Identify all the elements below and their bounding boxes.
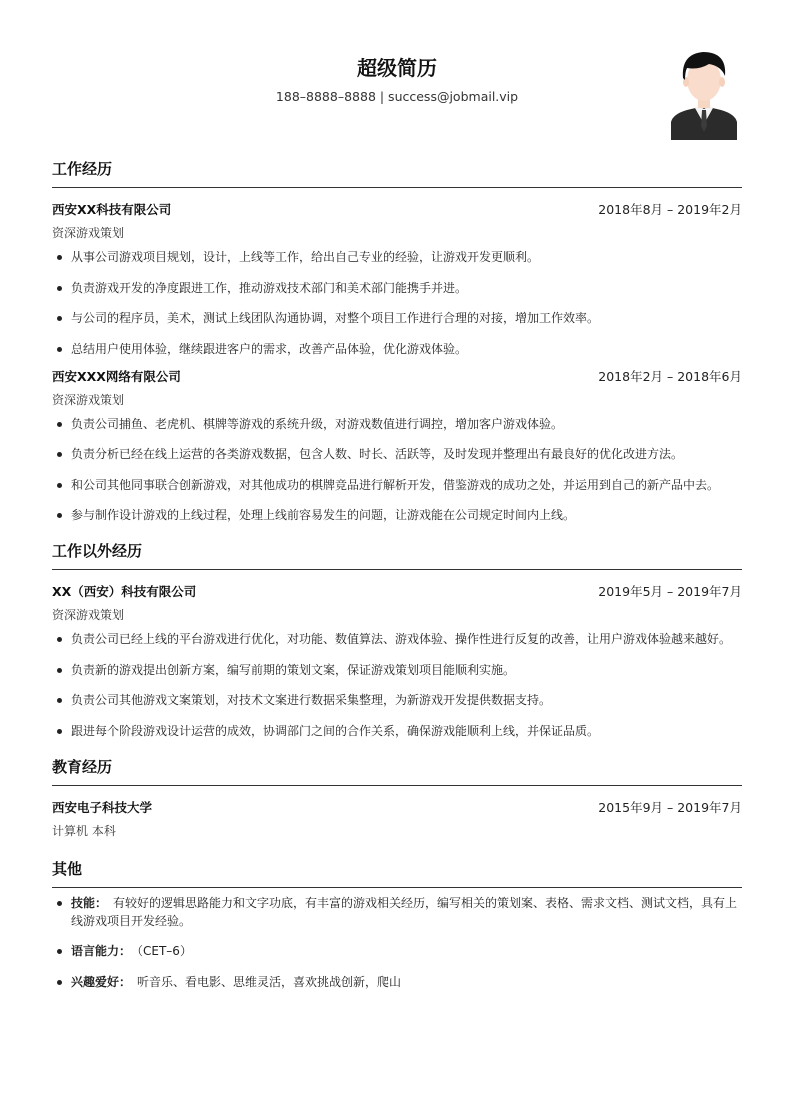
bullet-item: 负责分析已经在线上运营的各类游戏数据，包含人数、时长、活跃等，及时发现并整理出有最良好的优化改进方法。 [52, 445, 742, 463]
school-name: 西安电子科技大学 [52, 799, 153, 815]
bullet-item: 参与制作设计游戏的上线过程，处理上线前容易发生的问题，让游戏能在公司规定时间内上线。 [52, 506, 742, 524]
bullet-list [52, 248, 742, 358]
bullet-item: 总结用户使用体验，继续跟进客户的需求，改善产品体验，优化游戏体验。 [52, 340, 742, 358]
extra-section [52, 540, 742, 740]
item-label: 技能： [71, 895, 108, 910]
bullet-item: 负责公司捕鱼、老虎机、棋牌等游戏的系统升级，对游戏数值进行调控，增加客户游戏体验。 [52, 415, 742, 433]
other-list [52, 894, 742, 991]
other-item-language [52, 942, 742, 960]
section-title-extra: 工作以外经历 [52, 540, 742, 570]
item-text: 听音乐、看电影、思维灵活，喜欢挑战创新，爬山 [137, 974, 402, 989]
company-name: 西安XXX网络有限公司 [52, 368, 181, 384]
resume-page [52, 0, 742, 1003]
major-degree: 计算机 本科 [52, 823, 116, 838]
job-role: 资深游戏策划 [52, 226, 125, 240]
section-title-education: 教育经历 [52, 756, 742, 786]
education-section [52, 756, 742, 838]
bullet-item: 从事公司游戏项目规划，设计，上线等工作，给出自己专业的经验，让游戏开发更顺利。 [52, 248, 742, 266]
bullet-list [52, 630, 742, 740]
bullet-item: 与公司的程序员，美术，测试上线团队沟通协调，对整个项目工作进行合理的对接，增加工作效率。 [52, 309, 742, 327]
other-item-hobbies [52, 973, 742, 991]
work-entry [52, 200, 742, 358]
section-title-work: 工作经历 [52, 158, 742, 188]
other-section [52, 858, 742, 991]
bullet-list [52, 415, 742, 525]
resume-header [52, 0, 742, 150]
job-role: 资深游戏策划 [52, 608, 125, 622]
item-label: 语言能力： [71, 944, 132, 958]
bullet-item: 负责公司已经上线的平台游戏进行优化，对功能、数值算法、游戏体验、操作性进行反复的改善，让用户游戏体验越来越好。 [52, 630, 742, 648]
work-section [52, 158, 742, 524]
company-name: XX（西安）科技有限公司 [52, 584, 197, 599]
section-title-other: 其他 [52, 858, 742, 888]
avatar [669, 48, 739, 140]
other-item-skills [52, 894, 742, 930]
item-text: （CET–6） [137, 944, 192, 958]
work-entry [52, 367, 742, 525]
date-range: 2015年9月 – 2019年7月 [598, 799, 742, 815]
resume-title: 超级简历 [357, 56, 437, 80]
item-text: 有较好的逻辑思路能力和文字功底，有丰富的游戏相关经历，编写相关的策划案、表格、需求文档、测试文档，具有上线游戏项目开发经验。 [71, 895, 738, 928]
item-label: 兴趣爱好： [71, 974, 132, 989]
job-role: 资深游戏策划 [52, 392, 125, 407]
extra-entry [52, 582, 742, 740]
date-range: 2018年2月 – 2018年6月 [598, 368, 742, 384]
bullet-item: 和公司其他同事联合创新游戏，对其他成功的棋牌竞品进行解析开发，借鉴游戏的成功之处，并运用到自己的新产品中去。 [52, 476, 742, 494]
contact-info: 188–8888–8888 | success@jobmail.vip [275, 89, 519, 104]
date-range: 2018年8月 – 2019年2月 [598, 202, 742, 217]
bullet-item: 负责游戏开发的净度跟进工作，推动游戏技术部门和美术部门能携手并进。 [52, 279, 742, 297]
company-name: 西安XX科技有限公司 [52, 202, 172, 217]
bullet-item: 跟进每个阶段游戏设计运营的成效，协调部门之间的合作关系，确保游戏能顺利上线，并保证品质。 [52, 722, 742, 740]
bullet-item: 负责公司其他游戏文案策划，对技术文案进行数据采集整理，为新游戏开发提供数据支持。 [52, 691, 742, 709]
date-range: 2019年5月 – 2019年7月 [598, 584, 742, 599]
bullet-item: 负责新的游戏提出创新方案，编写前期的策划文案，保证游戏策划项目能顺利实施。 [52, 661, 742, 679]
